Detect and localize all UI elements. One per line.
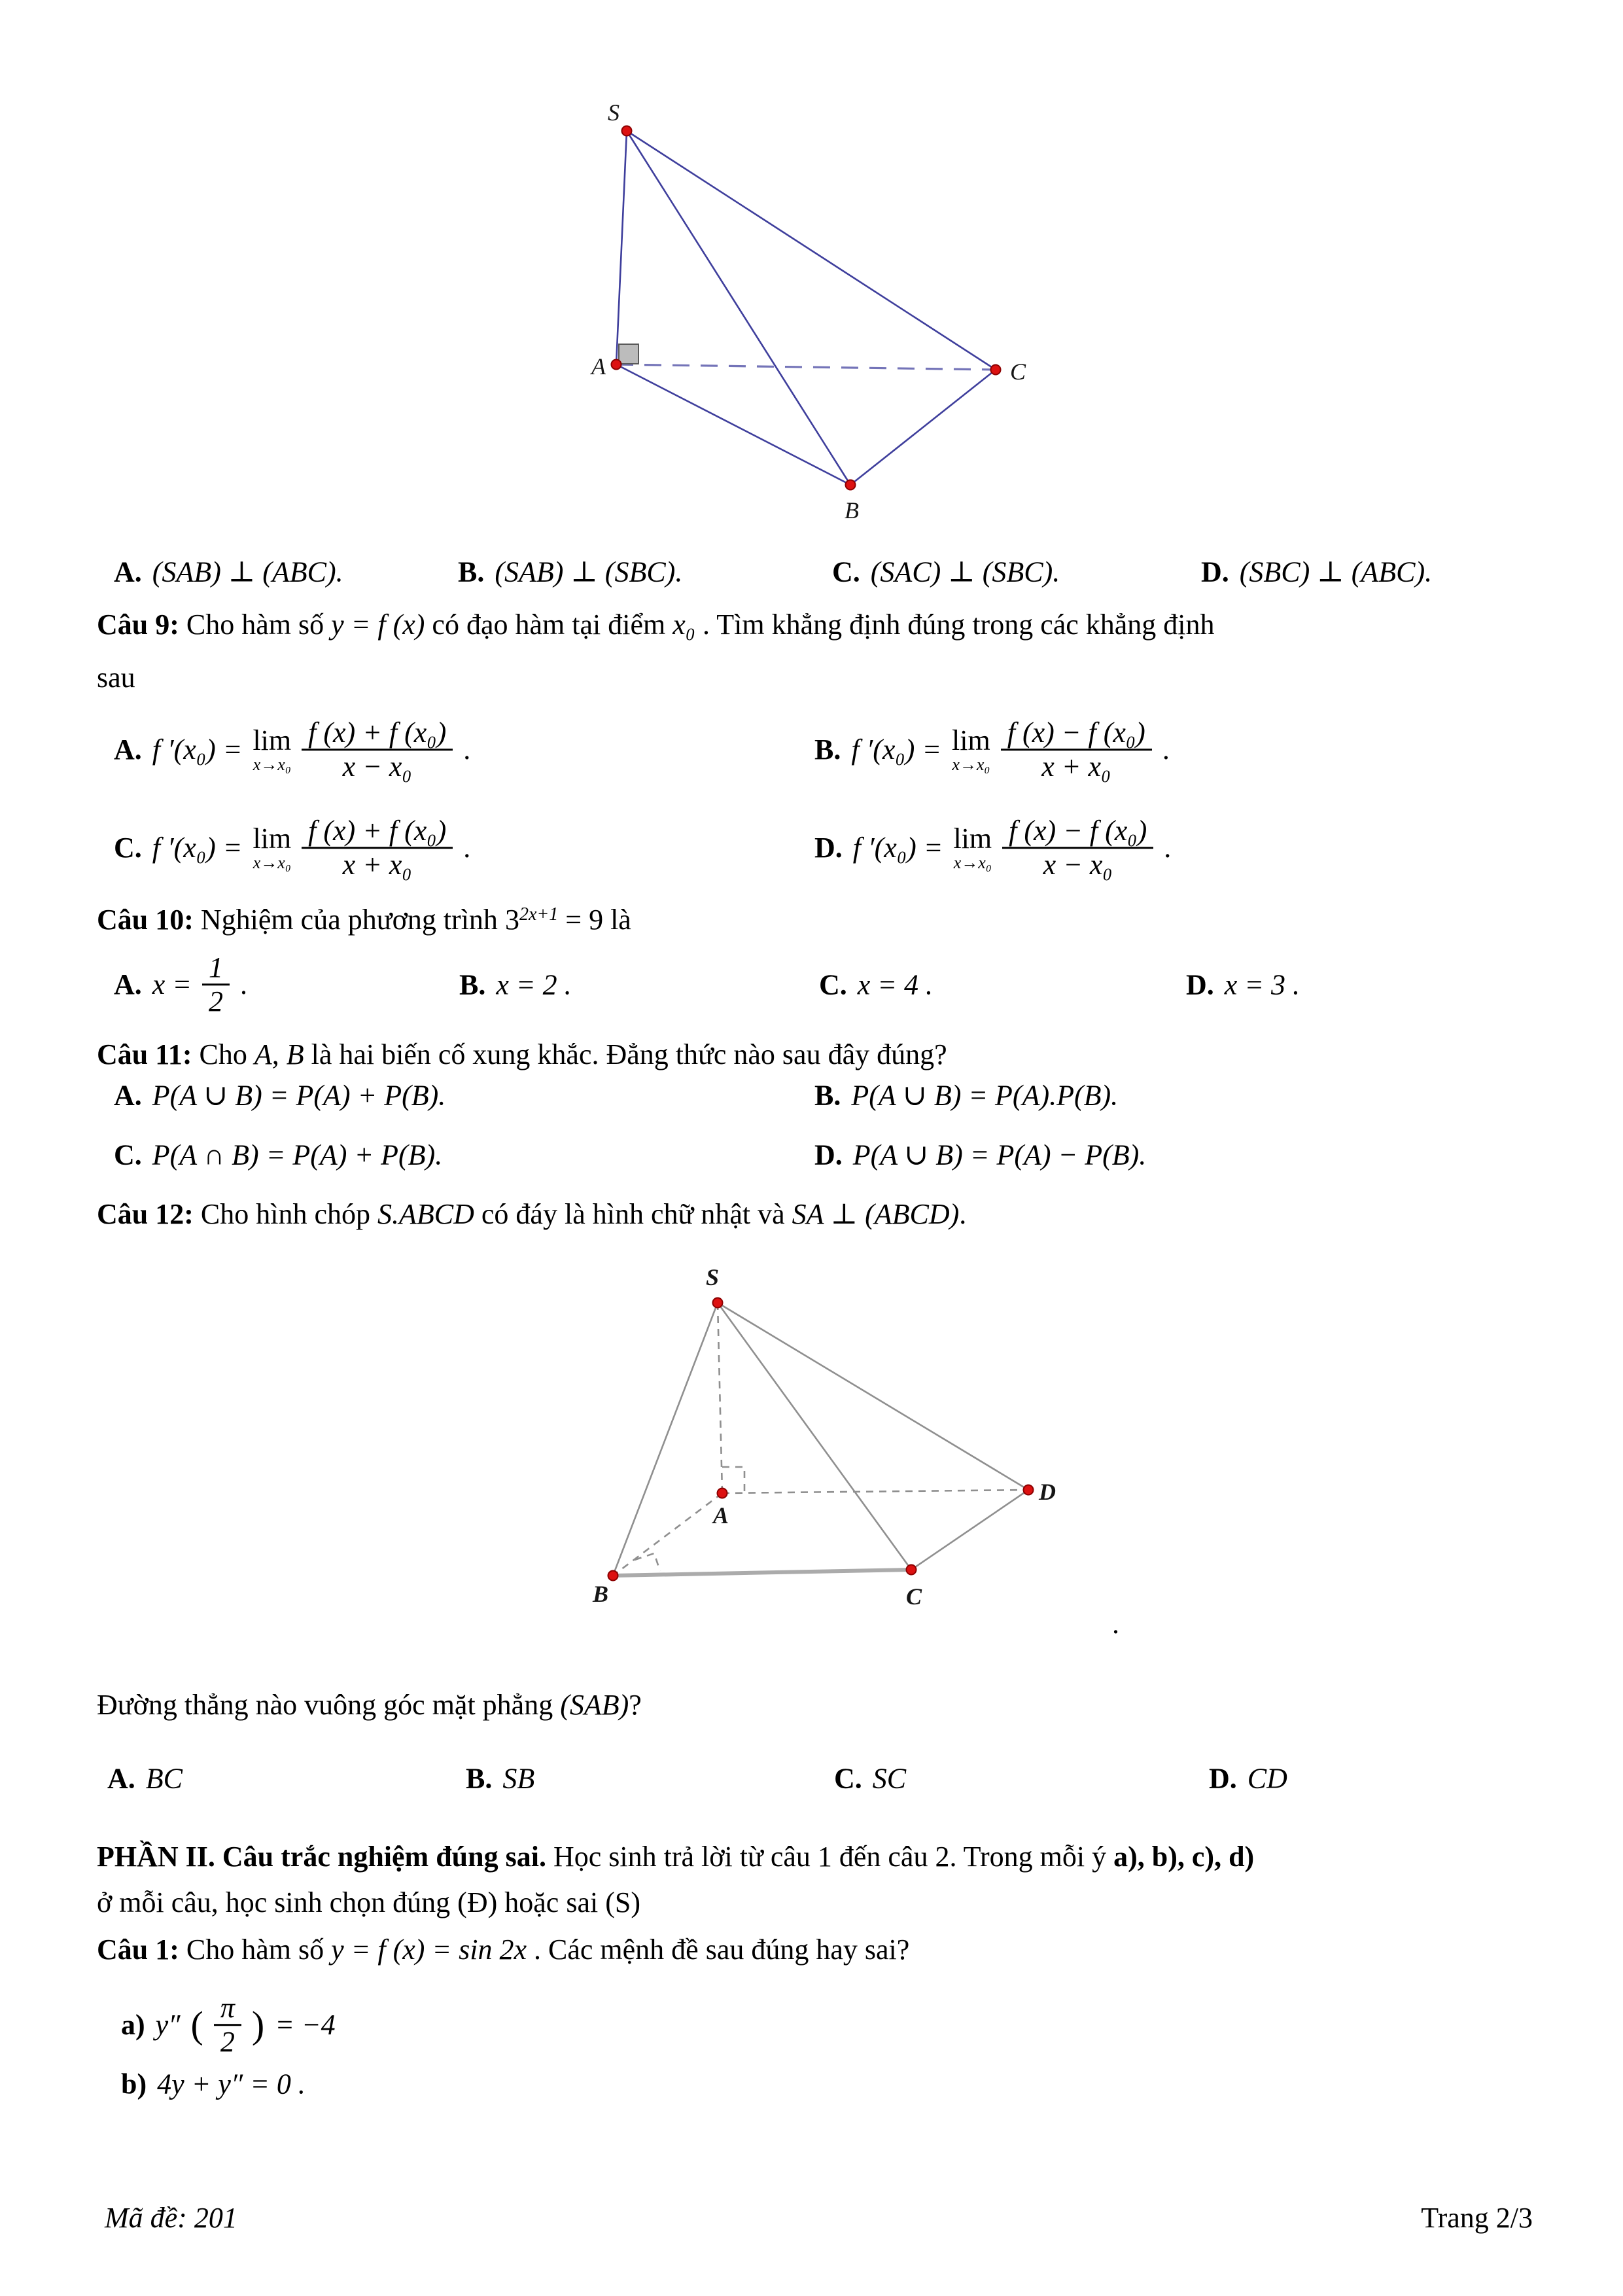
q9-stem-text-4: sau [97,662,135,694]
label-b: B [592,1581,609,1607]
q8-option-a [114,556,343,589]
q11-options-row-2 [0,1135,1623,1174]
edge-ab [616,364,850,485]
q9-option-a-lhs: f ′(x₀) = [152,733,243,766]
q12-stem-period: . [959,1198,967,1230]
label-s: S [608,99,620,126]
p2q1-item-b-row [0,2064,1623,2104]
q10-options-row [0,932,1623,1037]
q9-stem-text-2: có đạo hàm tại điểm [432,609,666,641]
q12-stem-math-2: SA ⊥ (ABCD) [792,1198,960,1230]
q9-option-b [814,716,1170,783]
p2q1-stem-text-2: . Các mệnh đề sau đúng hay sai? [534,1934,910,1966]
lim-subscript: x→x₀ [952,755,990,774]
label-b: B [845,497,859,523]
power-exponent: 2x+1 [519,904,559,925]
lim-subscript: x→x₀ [953,853,992,872]
q11-option-a-text: P(A ∪ B) = P(A) + P(B). [152,1079,446,1112]
q11-option-b [814,1079,1118,1112]
footer-page-number [1421,2199,1533,2238]
q8-option-d [1201,556,1432,589]
q11-option-d-text: P(A ∪ B) = P(A) − P(B). [852,1139,1147,1171]
p2q1-item-a: a) y″ ( $\frac{\pi}{2}$ ) = −4 [121,1992,336,2058]
q12-options-row [0,1759,1623,1798]
q12-option-c [834,1762,906,1795]
lim-word: lim [253,822,292,855]
p2q1-item-a-fraction [214,1992,241,2058]
q9-stem [97,605,1215,645]
q9-option-c-label: C. [114,832,142,864]
q9-option-a-label: A. [114,733,142,766]
q12-option-b [466,1762,534,1795]
q8-option-a-label: A. [114,556,142,588]
q12-option-c-text: SC [872,1762,907,1795]
q11-stem-text-2: là hai biến cố xung khắc. Đẳng thức nào sau đây đúng? [311,1038,947,1070]
figure-pyramid-sabcd [569,1256,1066,1623]
q12-option-c-label: C. [834,1762,862,1795]
p2q1-stem [97,1930,909,1969]
q9-option-c-lim [253,824,291,872]
q9-option-b-fraction [1001,716,1152,783]
edge-sa [616,131,627,364]
numerator: f (x) + f (x₀) [302,815,453,849]
edge-ad-dashed [722,1490,1028,1493]
p2q1-item-a-lhs: y″ [155,2009,181,2041]
denominator: x − x₀ [342,751,412,783]
vertex-dot-c [907,1565,916,1575]
numerator: f (x) − f (x₀) [1001,716,1152,751]
q8-option-c-text: (SAC) ⊥ (SBC). [870,556,1060,588]
vertex-dot-b [608,1571,618,1581]
vertex-dot-s [622,126,632,136]
q10-option-c-label: C. [819,968,847,1001]
q8-option-b [458,556,682,589]
label-s: S [705,1264,720,1290]
q9-option-d-label: D. [814,832,843,864]
q12-option-d-text: CD [1247,1762,1287,1795]
q11-option-d-label: D. [814,1139,843,1171]
q9-option-c-period: . [463,832,471,864]
exam-code-text: Mã đề: 201 [105,2202,237,2234]
part2-heading-line2 [97,1883,640,1922]
q9-option-d [814,815,1171,881]
q12-question-text: Đường thẳng nào vuông góc mặt phẳng [97,1689,553,1721]
lim-subscript: x→x₀ [253,755,291,774]
q10-option-a-label: A. [114,968,142,1001]
numerator: f (x) − f (x₀) [1002,815,1153,849]
q12-stem-math-1: S.ABCD [377,1198,474,1230]
edge-sb [613,1303,718,1576]
q11-option-a-label: A. [114,1079,142,1112]
q12-option-b-text: SB [502,1762,535,1795]
p2q1-item-a-row [0,1973,1623,2077]
denominator: x − x₀ [1043,849,1113,881]
q10-power-expression [505,904,558,936]
q10-option-c [819,968,933,1002]
q12-option-a [107,1762,183,1795]
q10-option-d-label: D. [1186,968,1214,1001]
edge-sd [718,1303,1028,1490]
label-a: A [591,353,606,380]
edge-sc [627,131,996,370]
q8-option-d-label: D. [1201,556,1229,588]
q10-option-a-period: . [240,968,248,1001]
q11-stem-math-1: A [254,1038,272,1070]
right-angle-mark-a [619,344,638,364]
q12-stem-text-2: có đáy là hình chữ nhật và [481,1198,785,1230]
q9-option-d-lhs: f ′(x₀) = [852,832,943,864]
q9-option-c-fraction [302,815,453,881]
q11-option-b-label: B. [814,1079,841,1112]
label-d: D [1039,1479,1056,1505]
q9-option-d-lim [953,824,992,872]
edge-sc [718,1303,911,1570]
q8-options-row [0,552,1623,592]
p2q1-item-a-label: a) [121,2009,145,2041]
q12-stem-text-1: Cho hình chóp [200,1198,371,1230]
vertex-dot-a [612,360,621,370]
lim-word: lim [253,724,292,756]
q9-option-b-label: B. [814,733,841,766]
q9-option-c-lhs: f ′(x₀) = [152,832,243,864]
q10-option-a-lhs: x = [152,968,192,1001]
q11-option-c-text: P(A ∩ B) = P(A) + P(B). [152,1139,443,1171]
label-c: C [1010,359,1026,385]
q8-option-d-text: (SBC) ⊥ (ABC). [1239,556,1433,588]
q12-question [97,1686,642,1725]
q11-option-c-label: C. [114,1139,142,1171]
p2q1-stem-text-1: Cho hàm số [186,1934,324,1966]
q9-option-d-period: . [1164,832,1172,864]
denominator: 2 [220,2026,235,2058]
q10-stem-tail: = 9 là [565,904,631,936]
figure-tetrahedron-sabc [563,92,1060,550]
edge-bc [850,370,996,485]
q11-option-d [814,1139,1146,1172]
edge-bc-thick [613,1570,911,1576]
q10-option-b [459,968,572,1002]
q10-option-b-label: B. [459,968,486,1001]
q9-stem-text-1: Cho hàm số [186,609,324,641]
q10-option-b-text: x = 2 . [496,968,572,1001]
denominator: 2 [209,985,224,1018]
q8-option-c-label: C. [832,556,860,588]
q10-option-a-fraction [202,951,230,1018]
q12-option-d [1209,1762,1287,1795]
vertex-dot-c [991,365,1001,375]
q8-option-b-label: B. [458,556,485,588]
q9-option-c [114,815,470,881]
q11-stem-math-2: B [286,1038,304,1070]
q9-stem-math-2: x₀ [672,609,696,641]
q12-stem [97,1195,966,1234]
page-number-text: Trang 2/3 [1421,2202,1533,2234]
q12-option-b-label: B. [466,1762,493,1795]
q10-number: Câu 10: [97,904,194,936]
label-a: A [712,1502,729,1528]
q11-options-row-1 [0,1076,1623,1115]
edge-sb [627,131,850,485]
q12-option-d-label: D. [1209,1762,1237,1795]
period: . [1112,1608,1119,1640]
part2-heading [97,1837,1254,1877]
figure2-trailing-period [1112,1604,1119,1644]
lim-subscript: x→x₀ [253,853,291,872]
edge-ac-dashed [616,364,996,370]
q9-option-a-period: . [463,733,471,766]
numerator: π [214,1992,241,2026]
q11-stem-text-1: Cho [199,1038,247,1070]
q10-stem-text: Nghiệm của phương trình [200,904,498,936]
lim-word: lim [953,822,992,855]
q9-number: Câu 9: [97,609,179,641]
p2q1-number: Câu 1: [97,1934,179,1966]
q9-options-row-2 [0,783,1623,913]
q12-option-a-label: A. [107,1762,135,1795]
edge-sa-dashed [718,1303,722,1493]
q9-option-a [114,716,470,783]
p2q1-stem-math: y = f (x) = sin 2x [331,1934,527,1966]
vertex-dot-s [713,1298,723,1308]
q11-number: Câu 11: [97,1038,192,1070]
p2q1-item-b-label: b) [121,2068,147,2100]
q9-option-d-fraction [1002,815,1153,881]
vertex-dot-b [846,480,856,490]
q12-question-math: (SAB) [560,1689,629,1721]
q12-question-mark: ? [629,1689,642,1721]
lim-word: lim [952,724,990,756]
q9-option-a-fraction [302,716,453,783]
q8-option-b-text: (SAB) ⊥ (SBC). [495,556,683,588]
denominator: x + x₀ [1041,751,1111,783]
vertex-dot-a [718,1489,727,1498]
q10-option-a [114,951,247,1018]
q9-stem-math-1: y = f (x) [331,609,425,641]
q9-option-b-period: . [1162,733,1170,766]
p2q1-item-a-rhs: = −4 [275,2009,336,2041]
q11-stem [97,1035,947,1074]
numerator: f (x) + f (x₀) [302,716,453,751]
power-base: 3 [504,904,519,936]
q10-option-d [1186,968,1300,1002]
q12-option-a-text: BC [145,1762,183,1795]
q10-option-c-text: x = 4 . [857,968,934,1001]
q12-number: Câu 12: [97,1198,194,1230]
q9-option-b-lhs: f ′(x₀) = [851,733,942,766]
part2-heading-normal: Học sinh trả lời từ câu 1 đến câu 2. Trong mỗi ý [553,1841,1107,1873]
q10-option-d-text: x = 3 . [1224,968,1300,1001]
edge-cd [911,1490,1028,1570]
denominator: x + x₀ [342,849,412,881]
p2q1-item-b-text: 4y + y″ = 0 . [157,2068,305,2100]
label-c: C [905,1583,922,1610]
footer-exam-code [105,2199,237,2238]
q9-option-b-lim [952,726,990,773]
q11-option-c [114,1139,442,1172]
q11-comma: , [271,1038,279,1070]
q8-option-c [832,556,1060,589]
part2-heading-bold: PHẦN II. Câu trắc nghiệm đúng sai. [97,1841,546,1873]
q9-stem-text-3: . Tìm khẳng định đúng trong các khẳng định [703,609,1215,641]
q9-option-a-lim [253,726,291,773]
part2-line2-text: ở mỗi câu, học sinh chọn đúng (Đ) hoặc sai (S) [97,1886,640,1918]
q11-option-b-text: P(A ∪ B) = P(A).P(B). [851,1079,1119,1112]
q11-option-a [114,1079,445,1112]
q8-option-a-text: (SAB) ⊥ (ABC). [152,556,343,588]
part2-heading-bold2: a), b), c), d) [1113,1841,1255,1873]
numerator: 1 [202,951,230,985]
vertex-dot-d [1024,1485,1034,1495]
p2q1-item-b [121,2068,305,2101]
